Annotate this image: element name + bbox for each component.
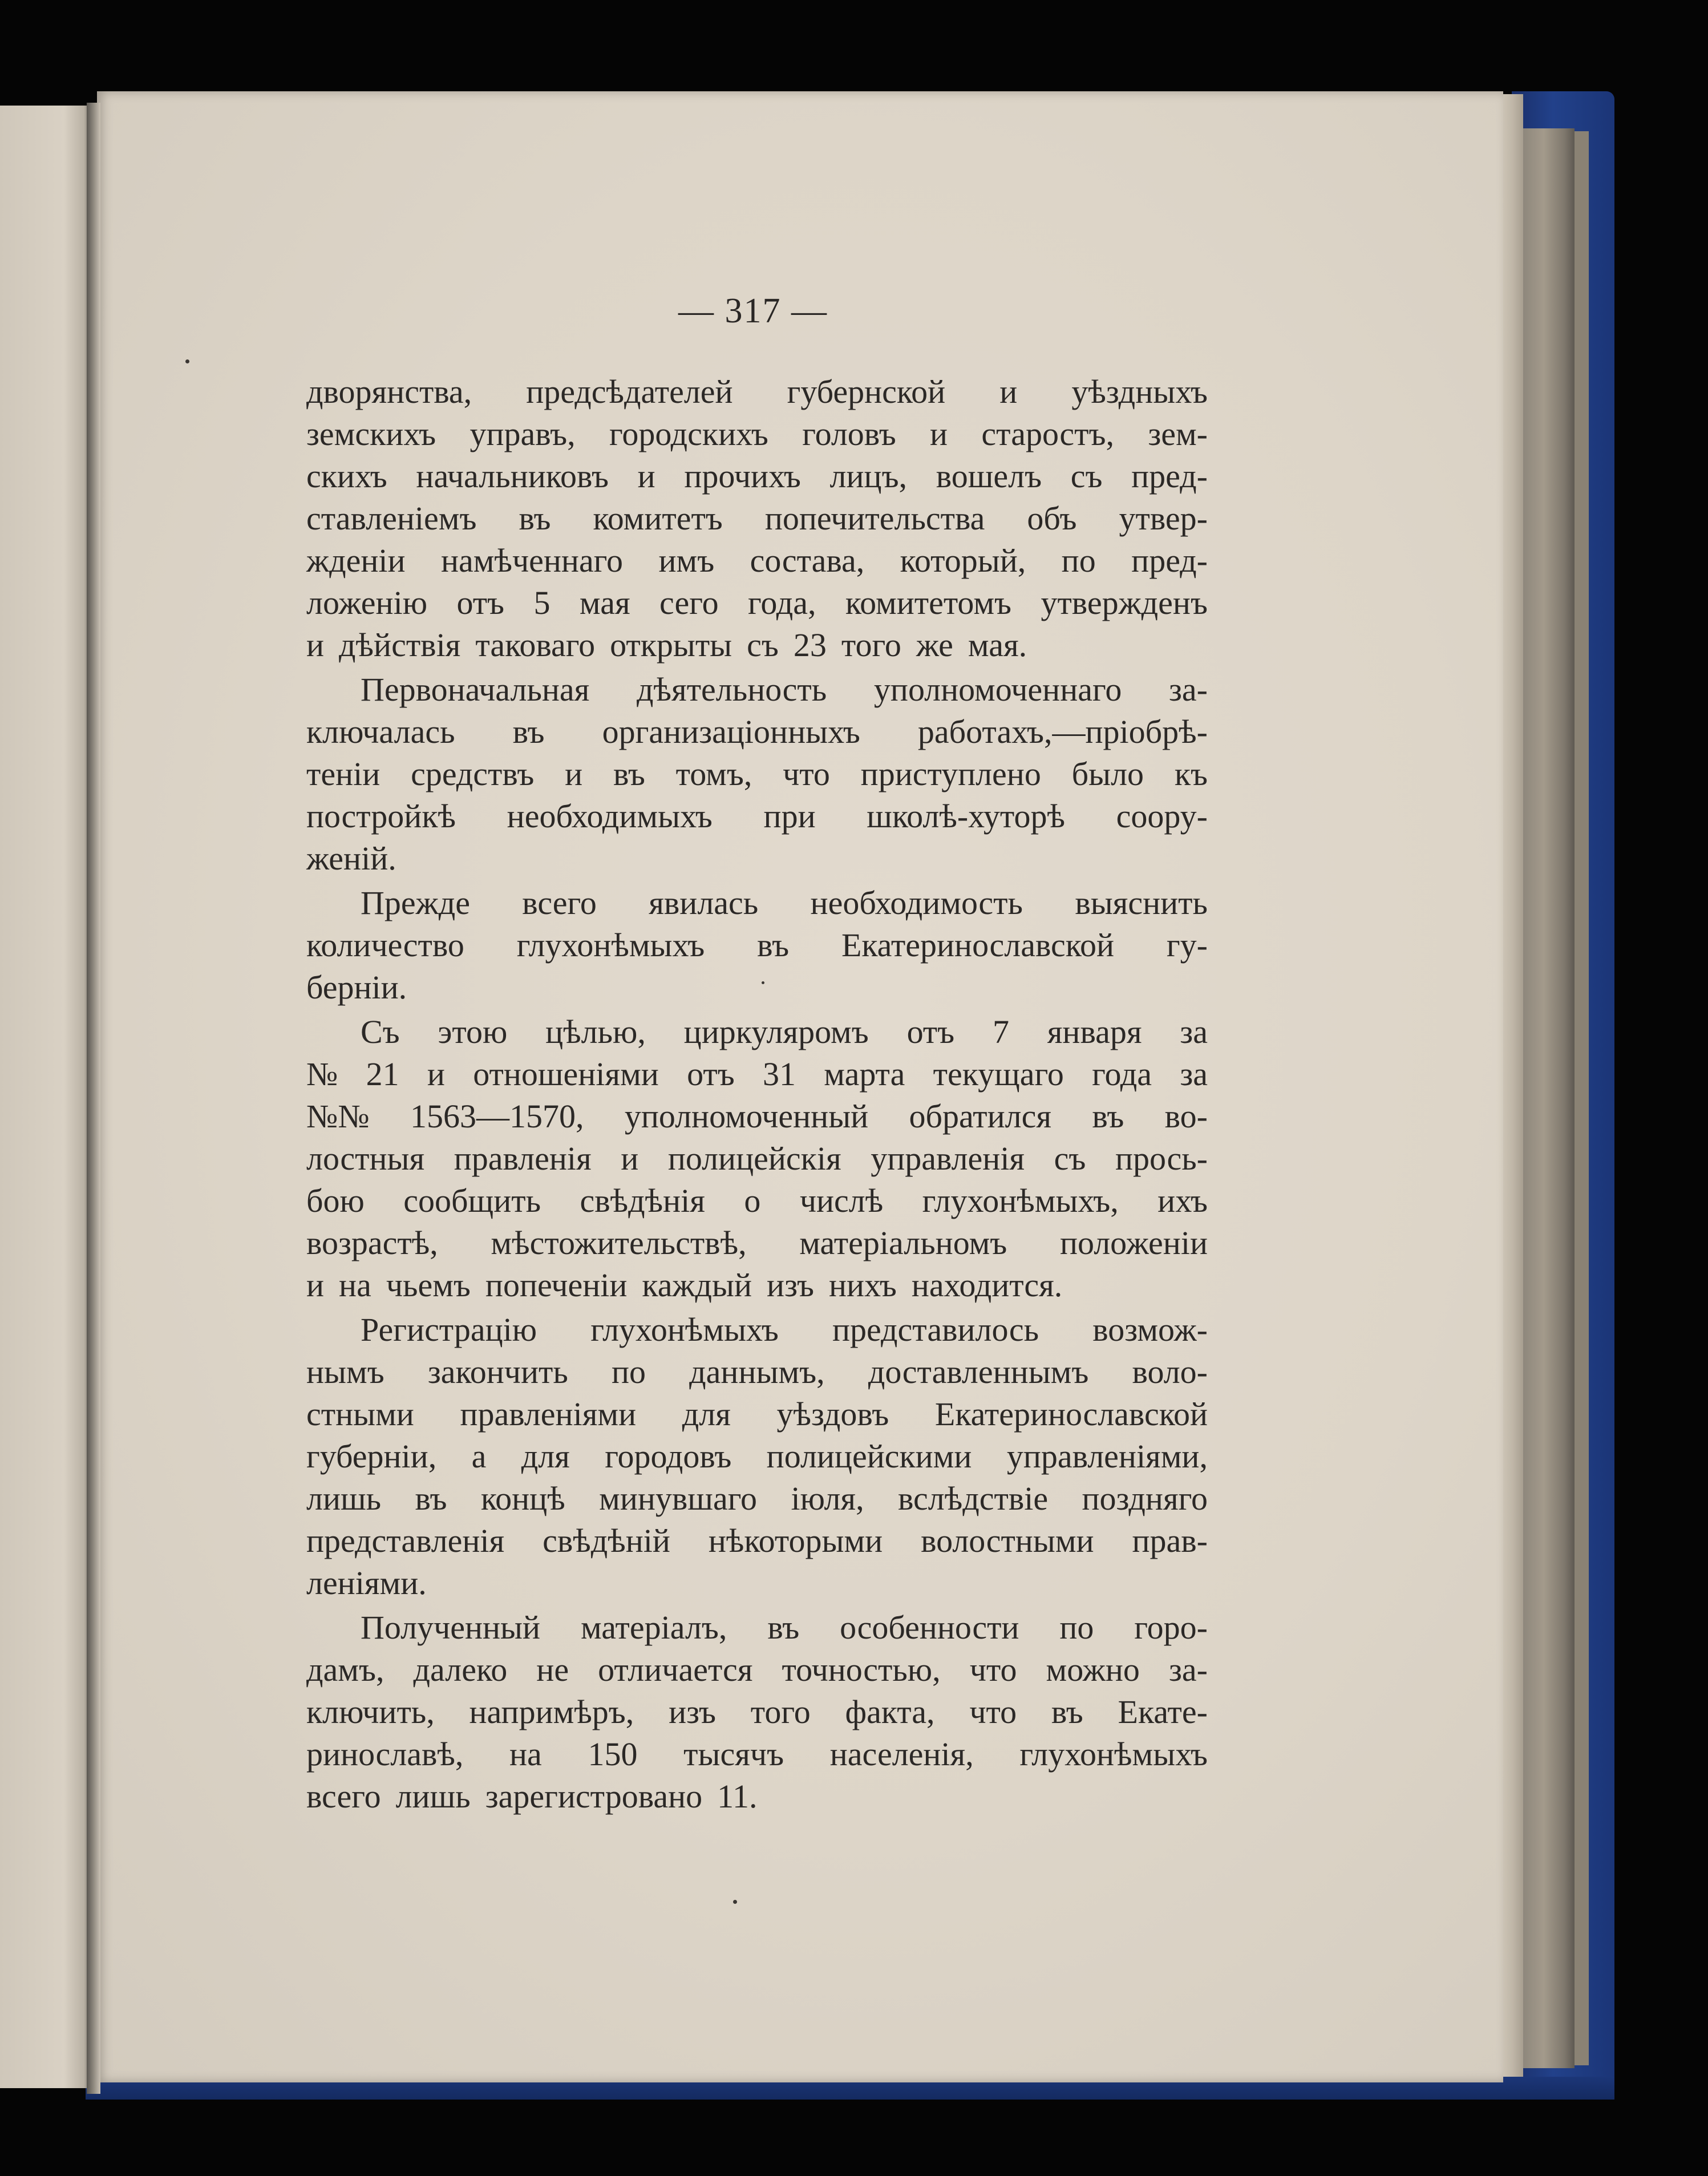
book-gutter — [87, 103, 100, 2094]
text-line: жденіи намѣченнаго имъ состава, который, по пред- — [306, 542, 1208, 579]
facing-page-edge — [0, 106, 91, 2088]
text-line: Прежде всего явилась необходимость выяснить — [361, 884, 1208, 921]
text-line: нымъ закончить по даннымъ, доставленнымъ воло- — [306, 1353, 1208, 1390]
text-line: и на чьемъ попеченіи каждый изъ нихъ находится. — [306, 1267, 1063, 1304]
paragraph — [306, 1309, 1208, 1604]
text-line: бою сообщить свѣдѣнія о числѣ глухонѣмыхъ, ихъ — [306, 1182, 1208, 1219]
text-line: Полученный матеріалъ, въ особенности по горо- — [361, 1609, 1208, 1646]
paragraph — [306, 1011, 1208, 1307]
text-line: всего лишь зарегистровано 11. — [306, 1778, 758, 1815]
text-line: теніи средствъ и въ томъ, что приступлено было къ — [306, 755, 1208, 792]
page-stack-edge-outer — [1575, 131, 1589, 2065]
page-number: — 317 — — [678, 292, 828, 330]
text-line: ставленіемъ въ комитетъ попечительства объ утвер- — [306, 500, 1208, 537]
text-line: Первоначальная дѣятельность уполномоченнаго за- — [361, 671, 1208, 708]
text-line: лишь въ концѣ минувшаго іюля, вслѣдствіе поздняго — [306, 1480, 1208, 1517]
text-line: губерніи, а для городовъ полицейскими управленіями, — [306, 1438, 1208, 1475]
page-stack-edge — [1523, 128, 1575, 2068]
text-line: представленія свѣдѣній нѣкоторыми волостными прав- — [306, 1522, 1208, 1559]
text-line: Съ этою цѣлью, циркуляромъ отъ 7 января за — [361, 1013, 1208, 1050]
paragraph — [306, 1607, 1208, 1818]
text-line: ринославѣ, на 150 тысячъ населенія, глухонѣмыхъ — [306, 1736, 1208, 1773]
text-line: № 21 и отношеніями отъ 31 марта текущаго года за — [306, 1055, 1208, 1093]
text-line: ключить, напримѣръ, изъ того факта, что въ Екате- — [306, 1693, 1208, 1730]
text-line: женій. — [306, 840, 396, 877]
text-line: и дѣйствія таковаго открыты съ 23 того же мая. — [306, 626, 1027, 664]
text-line: лостныя правленія и полицейскія управленія съ прось- — [306, 1140, 1208, 1177]
paragraph — [306, 669, 1208, 880]
paper-speck — [733, 1900, 737, 1904]
text-line: леніями. — [306, 1564, 427, 1601]
text-line: №№ 1563—1570, уполномоченный обратился въ во- — [306, 1098, 1208, 1135]
paragraph — [306, 882, 1208, 1009]
text-line: дворянства, предсѣдателей губернской и уѣздныхъ — [306, 373, 1208, 410]
paper-speck — [185, 359, 189, 363]
text-line: земскихъ управъ, городскихъ головъ и старостъ, зем- — [306, 415, 1208, 452]
text-line: Регистрацію глухонѣмыхъ представилось возмож- — [361, 1311, 1208, 1348]
text-line: количество глухонѣмыхъ въ Екатеринославской гу- — [306, 927, 1208, 964]
text-line: дамъ, далеко не отличается точностью, что можно за- — [306, 1651, 1208, 1688]
text-line: берніи. — [306, 969, 407, 1006]
text-line: ключалась въ организаціонныхъ работахъ,—пріобрѣ- — [306, 713, 1208, 750]
paragraph — [306, 371, 1208, 666]
text-line: постройкѣ необходимыхъ при школѣ-хуторѣ соору- — [306, 798, 1208, 835]
text-line: стными правленіями для уѣздовъ Екатеринославской — [306, 1396, 1208, 1433]
text-line: ложенію отъ 5 мая сего года, комитетомъ утвержденъ — [306, 584, 1208, 621]
text-line: возрастѣ, мѣстожительствѣ, матеріальномъ положеніи — [306, 1224, 1208, 1261]
text-line: скихъ начальниковъ и прочихъ лицъ, вошелъ съ пред- — [306, 458, 1208, 495]
body-text — [306, 371, 1208, 1820]
